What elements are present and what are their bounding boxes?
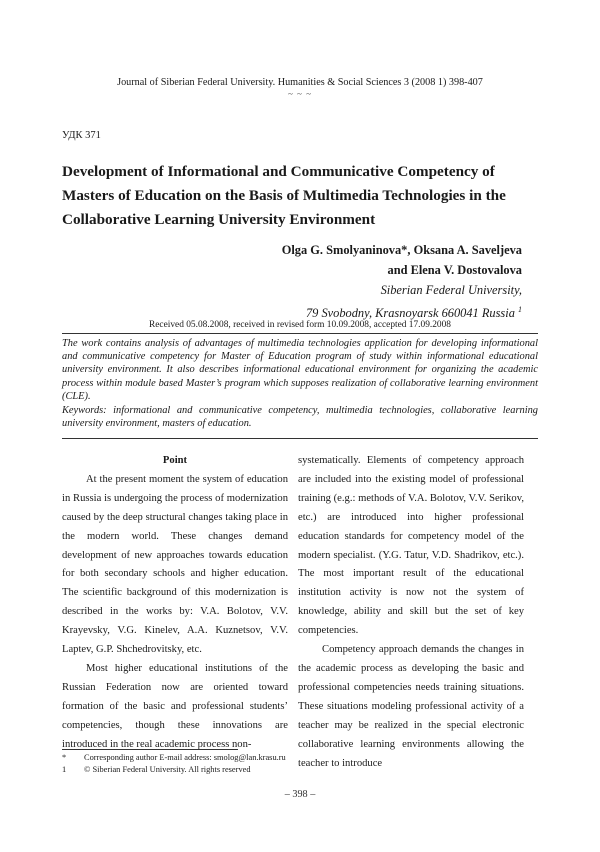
header-ornament: ~ ~ ~ (287, 89, 313, 99)
received-dates: Received 05.08.2008, received in revised form 10.09.2008, accepted 17.09.2008 (149, 320, 451, 330)
affiliation-line-1: Siberian Federal University, (380, 283, 522, 297)
authors-block (282, 240, 522, 323)
body-paragraph: systematically. Elements of competency approach are included into the existing model of professional training (e.g.: methods of V.A. Bolotov, V.V. Serikov, etc.) are introduced into higher professional education standards for competency model of the modern specialist. (Y.G. Tatur, V.D. Shadrikov, etc.). The most important result of the educational institution activity is now not the system of knowledge, ability and skill but the set of key competencies. (298, 455, 524, 637)
authors-line-1: Olga G. Smolyaninova*, Oksana A. Saveljeva (281, 243, 522, 257)
abstract: The work contains analysis of advantages of multimedia technologies application for developing informational and communicative competency for Master of Education program of study within informational educational university environment. It also describes informational educational environment for organizing the academic process within module based Master’s program which supposes realization of collaborative learning environment (CLE). (62, 338, 538, 402)
footnote (62, 752, 286, 764)
body-paragraph: Competency approach demands the changes in the academic process as developing the basic and professional competencies needs training situations. These situations modeling professional activity of a teacher may be realized in the special electronic collaborative learning environments allowing the teacher to introduce (298, 644, 524, 769)
abstract-top-rule (62, 333, 538, 334)
body-column-right (298, 452, 524, 773)
footnote-text: © Siberian Federal University. All rights reserved (84, 765, 251, 774)
footnotes (62, 752, 286, 776)
journal-header: Journal of Siberian Federal University. Humanities & Social Sciences 3 (2008 1) 398-407 (117, 77, 483, 88)
footnote-rule (62, 749, 238, 750)
page-number: – 398 – (284, 789, 316, 800)
body-paragraph: Most higher educational institutions of the Russian Federation now are oriented toward formation of the basic and professional students’ competencies, though these innovations are introduced in the real academic process non- (62, 662, 288, 750)
affiliation-footnote-mark: 1 (518, 305, 522, 314)
body-column-left (62, 452, 288, 755)
footnote-mark: 1 (62, 765, 67, 774)
affiliation-address: 79 Svobodny, Krasnoyarsk 660041 Russia (305, 306, 515, 321)
footnote (62, 764, 286, 776)
section-heading: Point (162, 455, 188, 466)
footnote-mark: * (62, 753, 67, 762)
footnote-text: Corresponding author E-mail address: smolog@lan.krasu.ru (84, 753, 286, 762)
keywords: Keywords: informational and communicative competency, multimedia technologies, collaborative learning university environment, masters of education. (62, 405, 538, 430)
abstract-bottom-rule (62, 438, 538, 439)
paper-title: Development of Informational and Communicative Competency of Masters of Education on the Basis of Multimedia Technologies in the Collaborative Learning University Environment (62, 163, 506, 228)
body-paragraph: At the present moment the system of education in Russia is undergoing the process of modernization caused by the deep structural changes taking place in the modern world. These changes demand development of new approaches towards education for both secondary schools and higher education. The scientific background of this modernization is described in the works by: V.A. Bolotov, V.V. Krayevsky, V.G. Kinelev, A.A. Kuznetsov, V.V. Laptev, G.P. Shchedrovitsky, etc. (62, 473, 288, 656)
udk-code: УДК 371 (62, 130, 101, 141)
authors-line-2: and Elena V. Dostovalova (387, 263, 522, 277)
